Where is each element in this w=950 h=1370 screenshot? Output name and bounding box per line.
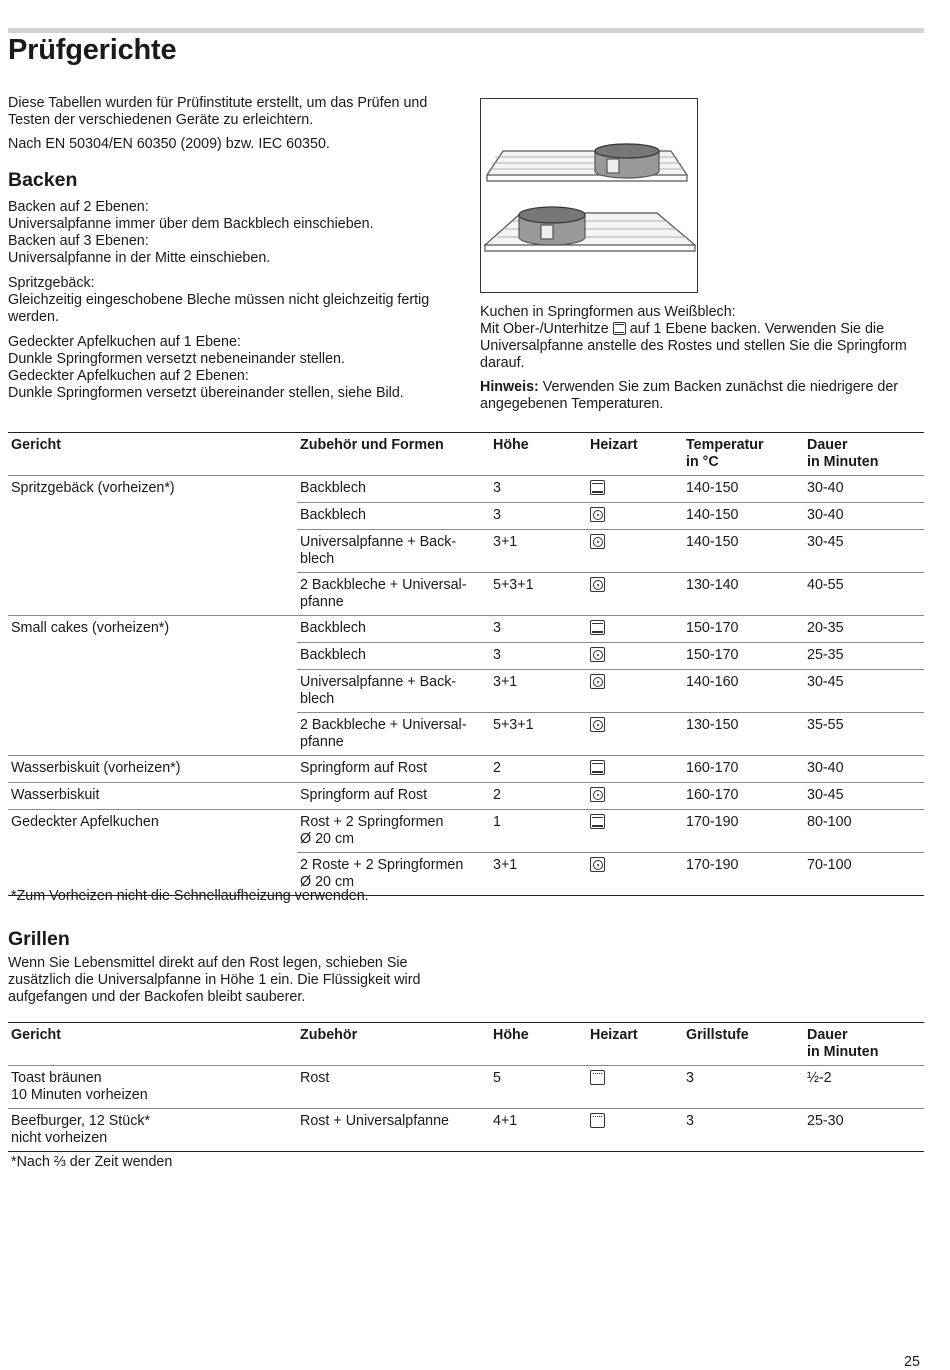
temperatur-cell: 140-150 (683, 503, 804, 530)
heizart-cell (587, 713, 683, 756)
heizart-cell (587, 476, 683, 503)
dish-cell: Toast bräunen 10 Minuten vorheizen (11, 1070, 148, 1103)
table-row (8, 1109, 924, 1152)
dauer-cell: 20-35 (804, 616, 924, 643)
temperatur-cell: 130-140 (683, 573, 804, 616)
col-hoehe: Höhe (490, 1023, 587, 1066)
hoehe-cell: 1 (490, 810, 587, 853)
hoehe-cell: 5 (493, 1070, 501, 1086)
right-column-text (480, 304, 920, 420)
page-title: Prüfgerichte (8, 34, 177, 66)
table-row (8, 503, 924, 530)
dauer-cell: 30-40 (804, 503, 924, 530)
col-zubehoer: Zubehör (297, 1023, 490, 1066)
hoehe-cell: 2 (490, 756, 587, 783)
hinweis: Hinweis: Verwenden Sie zum Backen zunächst die niedrigere der angegebenen Temperaturen. (480, 379, 899, 412)
heissluft-icon (590, 534, 605, 549)
table-row (8, 713, 924, 756)
dish-cell (8, 670, 297, 713)
dauer-cell: 35-55 (804, 713, 924, 756)
zubehoer-cell: Backblech (300, 480, 366, 496)
dish-cell (8, 530, 297, 573)
heissluft-icon (590, 717, 605, 732)
temperatur-cell: 160-170 (683, 756, 804, 783)
dauer-cell: 30-45 (804, 783, 924, 810)
dauer-cell: 30-45 (804, 670, 924, 713)
ober-unterhitze-icon (590, 620, 605, 635)
temperatur-cell: 140-150 (686, 480, 739, 496)
table-row (8, 1066, 924, 1109)
weissblech-note: Kuchen in Springformen aus Weißblech: Mit Ober-/Unterhitze auf 1 Ebene backen. Verwenden Sie die Universalpfanne anstelle des Rostes und stellen Sie die Springform darauf. (480, 304, 907, 371)
zubehoer-cell: Rost + 2 Springformen Ø 20 cm (297, 810, 490, 853)
hoehe-cell: 3 (493, 480, 501, 496)
temperatur-cell: 160-170 (683, 783, 804, 810)
dish-cell: Spritzgebäck (vorheizen*) (11, 480, 175, 496)
zubehoer-cell: Rost (300, 1070, 330, 1086)
col-zubehoer: Zubehör und Formen (297, 433, 490, 476)
temperatur-cell: 150-170 (683, 616, 804, 643)
dish-cell: Beefburger, 12 Stück* nicht vorheizen (8, 1109, 297, 1152)
grillstufe-cell: 3 (686, 1070, 694, 1086)
ober-unterhitze-icon (590, 760, 605, 775)
hoehe-cell: 3 (490, 503, 587, 530)
grillstufe-cell: 3 (683, 1109, 804, 1152)
footnote-wenden: *Nach ⅔ der Zeit wenden (11, 1154, 173, 1170)
temperatur-cell: 130-150 (683, 713, 804, 756)
zubehoer-cell: 2 Backbleche + Universal- pfanne (297, 573, 490, 616)
hoehe-cell: 5+3+1 (490, 573, 587, 616)
col-dauer: Dauer in Minuten (804, 1023, 924, 1066)
temperatur-cell: 170-190 (683, 810, 804, 853)
dish-cell: Small cakes (vorheizen*) (8, 616, 297, 643)
backen-spritzgebaeck: Spritzgebäck: Gleichzeitig eingeschobene Bleche müssen nicht gleichzeitig fertig werden. (8, 275, 430, 325)
zubehoer-cell: Backblech (297, 503, 490, 530)
page-number: 25 (904, 1354, 920, 1370)
heissluft-icon (590, 674, 605, 689)
dish-cell (8, 713, 297, 756)
heizart-cell (587, 853, 683, 896)
table-header-row (8, 1023, 924, 1066)
zubehoer-cell: Universalpfanne + Back- blech (297, 530, 490, 573)
temperatur-cell: 170-190 (683, 853, 804, 896)
backen-table (8, 432, 924, 896)
dauer-cell: 30-40 (807, 480, 844, 496)
dauer-cell: 25-35 (804, 643, 924, 670)
zubehoer-cell: Universalpfanne + Back- blech (297, 670, 490, 713)
hoehe-cell: 5+3+1 (490, 713, 587, 756)
zubehoer-cell: Springform auf Rost (297, 783, 490, 810)
backen-apfelkuchen: Gedeckter Apfelkuchen auf 1 Ebene: Dunkle Springformen versetzt nebeneinander stellen. Gedeckter Apfelkuchen auf 2 Ebenen: Dunkle Springformen versetzt übereinander stellen, siehe Bild. (8, 334, 404, 401)
col-hoehe: Höhe (490, 433, 587, 476)
heizart-cell (587, 573, 683, 616)
heissluft-icon (590, 857, 605, 872)
grill-icon (590, 1070, 605, 1085)
dish-cell: Wasserbiskuit (8, 783, 297, 810)
heizart-cell (587, 616, 683, 643)
temperatur-cell: 150-170 (683, 643, 804, 670)
heizart-cell (587, 783, 683, 810)
backen-text (8, 199, 468, 410)
col-gericht: Gericht (8, 1023, 297, 1066)
heizart-cell (587, 1066, 683, 1109)
heissluft-icon (590, 787, 605, 802)
heizart-cell (587, 670, 683, 713)
zubehoer-cell: 2 Backbleche + Universal- pfanne (297, 713, 490, 756)
table-row (8, 616, 924, 643)
intro-standard: Nach EN 50304/EN 60350 (2009) bzw. IEC 60350. (8, 136, 330, 152)
dish-cell: Wasserbiskuit (vorheizen*) (8, 756, 297, 783)
zubehoer-cell: Backblech (297, 616, 490, 643)
dauer-cell: 80-100 (804, 810, 924, 853)
table-row (8, 573, 924, 616)
ober-unterhitze-icon (590, 814, 605, 829)
hoehe-cell: 2 (490, 783, 587, 810)
dauer-cell: 40-55 (804, 573, 924, 616)
hoehe-cell: 3 (490, 643, 587, 670)
intro (8, 95, 468, 160)
hoehe-cell: 3 (490, 616, 587, 643)
dish-cell: Gedeckter Apfelkuchen (8, 810, 297, 853)
dauer-cell: 30-45 (804, 530, 924, 573)
temperatur-cell: 140-150 (683, 530, 804, 573)
dauer-cell: 25-30 (804, 1109, 924, 1152)
col-temperatur: Temperatur in °C (683, 433, 804, 476)
temperatur-cell: 140-160 (683, 670, 804, 713)
section-heading-grillen: Grillen (8, 928, 70, 950)
dauer-cell: 30-40 (804, 756, 924, 783)
col-heizart: Heizart (587, 1023, 683, 1066)
heizart-cell (587, 756, 683, 783)
heizart-cell (587, 810, 683, 853)
heissluft-icon (590, 577, 605, 592)
heizart-cell (587, 530, 683, 573)
table-row (8, 643, 924, 670)
col-gericht: Gericht (8, 433, 297, 476)
grill-icon (590, 1113, 605, 1128)
table-row (8, 476, 924, 503)
col-grillstufe: Grillstufe (683, 1023, 804, 1066)
heizart-cell (587, 503, 683, 530)
footnote-vorheizen: *Zum Vorheizen nicht die Schnellaufheizung verwenden. (11, 888, 369, 904)
col-heizart: Heizart (587, 433, 683, 476)
heizart-cell (587, 1109, 683, 1152)
hoehe-cell: 4+1 (490, 1109, 587, 1152)
springform-illustration (480, 98, 698, 293)
table-row (8, 783, 924, 810)
table-header-row (8, 433, 924, 476)
heissluft-icon (590, 507, 605, 522)
oven-racks-image (481, 99, 697, 292)
intro-paragraph: Diese Tabellen wurden für Prüfinstitute erstellt, um das Prüfen und Testen der verschiedenen Geräte zu erleichtern. (8, 95, 428, 128)
heizart-cell (587, 643, 683, 670)
ober-unterhitze-icon (613, 322, 626, 335)
dauer-cell: 70-100 (804, 853, 924, 896)
zubehoer-cell: Springform auf Rost (297, 756, 490, 783)
ober-unterhitze-icon (590, 480, 605, 495)
table-row (8, 530, 924, 573)
section-heading-backen: Backen (8, 169, 78, 191)
zubehoer-cell: Rost + Universalpfanne (297, 1109, 490, 1152)
backen-ebenen: Backen auf 2 Ebenen: Universalpfanne immer über dem Backblech einschieben. Backen auf 3 Ebenen: Universalpfanne in der Mitte einschieben. (8, 199, 374, 266)
dish-cell (8, 573, 297, 616)
table-row (8, 756, 924, 783)
grillen-table (8, 1022, 924, 1152)
zubehoer-cell: 2 Roste + 2 Springformen Ø 20 cm (297, 853, 490, 896)
grillen-text: Wenn Sie Lebensmittel direkt auf den Rost legen, schieben Sie zusätzlich die Universalpfanne in Höhe 1 ein. Die Flüssigkeit wird aufgefangen und der Backofen bleibt sauberer. (8, 955, 421, 1005)
table-row (8, 810, 924, 853)
dauer-cell: ½-2 (807, 1070, 832, 1086)
dish-cell (8, 503, 297, 530)
hoehe-cell: 3+1 (490, 670, 587, 713)
header-rule (8, 28, 924, 33)
hoehe-cell: 3+1 (490, 853, 587, 896)
zubehoer-cell: Backblech (297, 643, 490, 670)
heissluft-icon (590, 647, 605, 662)
hoehe-cell: 3+1 (490, 530, 587, 573)
col-dauer: Dauer in Minuten (804, 433, 924, 476)
table-row (8, 670, 924, 713)
dish-cell (8, 643, 297, 670)
